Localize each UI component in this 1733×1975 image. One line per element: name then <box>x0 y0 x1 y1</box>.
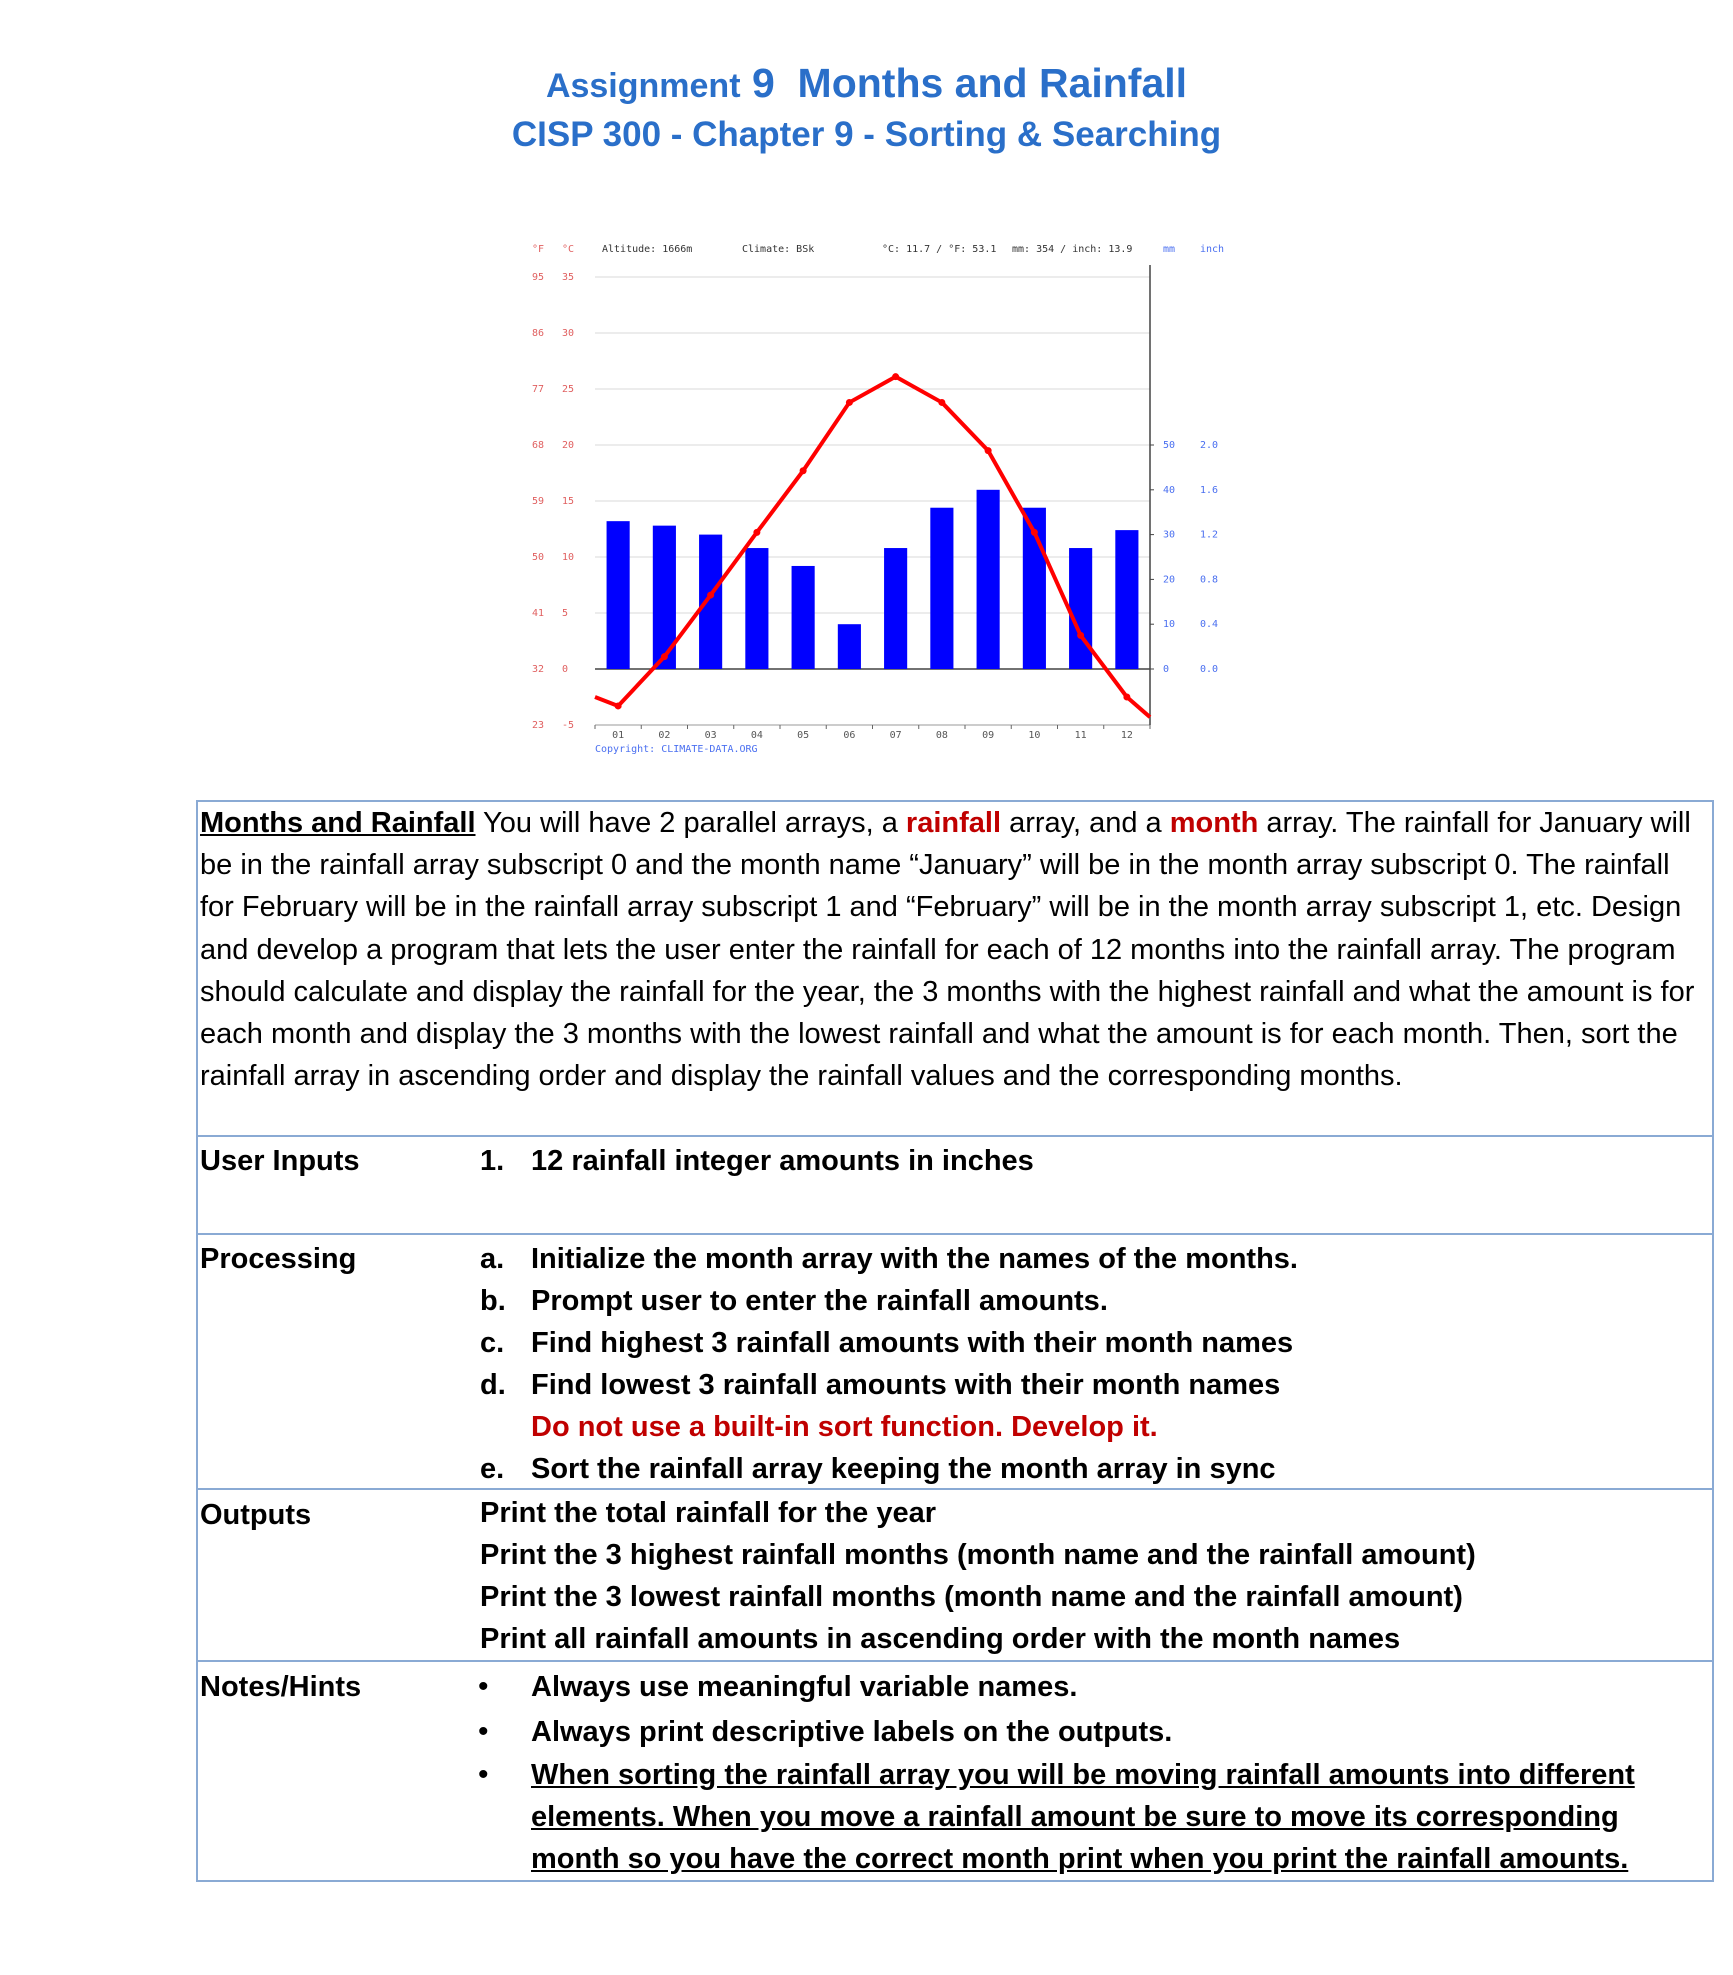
assignment-word: Assignment <box>545 67 741 105</box>
fahrenheit-tick-label: 68 <box>532 440 545 451</box>
precip-bar <box>930 508 953 669</box>
processing-item: Prompt user to enter the rainfall amounts. <box>531 1285 1108 1317</box>
chart-labels <box>532 244 1224 755</box>
keyword-rainfall: rainfall <box>905 807 1002 839</box>
temperature-line <box>595 373 1150 717</box>
note-underlined-line: month so you have the correct month print when you print the rainfall amounts. <box>531 1843 1629 1875</box>
user-inputs-marker: 1. <box>480 1145 505 1177</box>
precip-bar <box>884 548 907 669</box>
climate-label: Climate: BSk <box>742 244 815 255</box>
precip-bar <box>607 521 630 669</box>
assignment-number: 9 <box>751 60 775 106</box>
row-divider <box>196 1660 1714 1662</box>
no-builtin-sort-warning: Do not use a built-in sort function. Develop it. <box>531 1411 1158 1443</box>
description-text: You will have 2 parallel arrays, a <box>475 807 906 839</box>
outputs-label: Outputs <box>200 1499 312 1531</box>
month-tick-label: 02 <box>658 730 671 741</box>
list-marker: d. <box>480 1369 506 1401</box>
temperature-point <box>800 467 807 474</box>
precip-bar <box>1115 530 1138 669</box>
inch-unit-label: inch <box>1200 244 1225 255</box>
temperature-point <box>985 447 992 454</box>
precipitation-bars <box>607 490 1139 669</box>
temperature-point <box>846 399 853 406</box>
processing-item: Sort the rainfall array keeping the month array in sync <box>531 1453 1276 1485</box>
month-tick-label: 09 <box>982 730 995 741</box>
month-tick-label: 12 <box>1120 730 1133 741</box>
assignment-name: Months and Rainfall <box>797 60 1188 106</box>
temperature-point <box>615 702 622 709</box>
assignment-title <box>0 60 1733 107</box>
precip-bar <box>792 566 815 669</box>
output-line: Print all rainfall amounts in ascending order with the month names <box>480 1623 1401 1655</box>
inch-tick-label: 2.0 <box>1200 440 1219 451</box>
row-divider <box>196 1135 1714 1137</box>
mm-unit-label: mm <box>1163 244 1176 255</box>
celsius-tick-label: 20 <box>562 440 575 451</box>
celsius-tick-label: 30 <box>562 328 575 339</box>
processing-item: Initialize the month array with the names of the months. <box>531 1243 1298 1275</box>
temperature-point <box>938 399 945 406</box>
precip-total-label: mm: 354 / inch: 13.9 <box>1012 244 1133 255</box>
precip-bar <box>745 548 768 669</box>
climate-chart <box>520 235 1240 760</box>
celsius-tick-label: 5 <box>562 608 569 619</box>
average-temp-label: °C: 11.7 / °F: 53.1 <box>882 244 997 255</box>
celsius-unit-label: °C <box>562 244 575 255</box>
temperature-point <box>753 529 760 536</box>
fahrenheit-tick-label: 32 <box>532 664 545 675</box>
note-underlined-line: elements. When you move a rainfall amount be sure to move its corresponding <box>531 1801 1619 1833</box>
description-text: array, and a <box>1001 807 1170 839</box>
mm-tick-label: 30 <box>1163 529 1176 541</box>
notes-label: Notes/Hints <box>200 1671 362 1703</box>
user-inputs-label: User Inputs <box>200 1145 360 1177</box>
description-text: array. The rainfall for January will be in the rainfall array subscript 0 and the month name “January” will be in the month array subscript 0. The rainfall for February will be in the rainfall array subscript 1 and “February” will be in the month array subscript 1, etc. Design and develop a program that lets the user enter the rainfall for each of 12 months into the rainfall array. The program should calculate and display the rainfall for the year, the 3 months with the highest rainfall and what the amount is for each month and display the 3 months with the lowest rainfall and what the amount is for each month. Then, sort the rainfall array in ascending order and display the rainfall values and the corresponding months. <box>200 807 1695 1093</box>
celsius-tick-label: 0 <box>562 664 569 675</box>
inch-tick-label: 1.6 <box>1200 484 1219 496</box>
precip-bar <box>838 624 861 669</box>
temperature-point <box>1123 694 1130 701</box>
month-tick-label: 06 <box>843 730 856 741</box>
temperature-point <box>1031 529 1038 536</box>
list-marker: a. <box>480 1243 505 1275</box>
month-tick-label: 04 <box>750 730 763 741</box>
mm-tick-label: 40 <box>1163 484 1176 496</box>
list-marker: e. <box>480 1453 505 1485</box>
bullet-icon: • <box>478 1758 489 1791</box>
output-line: Print the 3 highest rainfall months (month name and the rainfall amount) <box>480 1539 1476 1571</box>
note-item: Always use meaningful variable names. <box>531 1671 1078 1703</box>
temperature-point <box>892 373 899 380</box>
fahrenheit-unit-label: °F <box>532 244 545 255</box>
course-line: CISP 300 - Chapter 9 - Sorting & Searching <box>511 115 1222 154</box>
celsius-tick-label: 35 <box>562 272 575 283</box>
keyword-month: month <box>1169 807 1259 839</box>
inch-tick-label: 0.8 <box>1200 574 1219 586</box>
inch-tick-label: 0.4 <box>1200 619 1219 631</box>
altitude-label: Altitude: 1666m <box>602 244 693 255</box>
mm-tick-label: 0 <box>1163 664 1170 675</box>
copyright-label: Copyright: CLIMATE-DATA.ORG <box>595 744 758 755</box>
user-inputs-text: 12 rainfall integer amounts in inches <box>531 1145 1034 1177</box>
celsius-tick-label: 10 <box>562 552 575 563</box>
processing-label: Processing <box>200 1243 357 1275</box>
fahrenheit-tick-label: 86 <box>532 328 545 339</box>
temperature-point <box>661 653 668 660</box>
temperature-point <box>1077 632 1084 639</box>
note-item: Always print descriptive labels on the outputs. <box>531 1716 1173 1748</box>
fahrenheit-tick-label: 95 <box>532 272 545 283</box>
month-tick-label: 10 <box>1028 730 1041 741</box>
inch-tick-label: 0.0 <box>1200 664 1219 675</box>
precip-bar <box>977 490 1000 669</box>
celsius-tick-label: -5 <box>562 720 575 731</box>
description-heading: Months and Rainfall <box>200 807 476 839</box>
celsius-tick-label: 15 <box>562 496 575 507</box>
note-underlined-line: When sorting the rainfall array you will be moving rainfall amounts into different <box>531 1759 1635 1791</box>
fahrenheit-tick-label: 41 <box>532 608 545 619</box>
month-tick-label: 08 <box>935 730 948 741</box>
mm-tick-label: 50 <box>1163 440 1176 451</box>
output-line: Print the 3 lowest rainfall months (month name and the rainfall amount) <box>480 1581 1463 1613</box>
mm-tick-label: 10 <box>1163 619 1176 631</box>
temperature-series-line <box>595 377 1150 717</box>
fahrenheit-tick-label: 23 <box>532 720 545 731</box>
precip-bar <box>699 535 722 669</box>
month-tick-label: 07 <box>889 730 902 741</box>
month-tick-label: 05 <box>797 730 810 741</box>
fahrenheit-tick-label: 77 <box>532 384 545 395</box>
month-tick-label: 11 <box>1074 730 1087 741</box>
fahrenheit-tick-label: 50 <box>532 552 545 563</box>
bullet-icon: • <box>478 1670 489 1703</box>
temperature-point <box>707 592 714 599</box>
processing-item: Find highest 3 rainfall amounts with their month names <box>531 1327 1294 1359</box>
mm-tick-label: 20 <box>1163 574 1176 586</box>
precip-bar <box>1069 548 1092 669</box>
description-paragraph <box>200 802 1710 1097</box>
bullet-icon: • <box>478 1715 489 1748</box>
month-tick-label: 03 <box>704 730 717 741</box>
output-line: Print the total rainfall for the year <box>480 1497 937 1529</box>
list-marker: c. <box>480 1327 505 1359</box>
list-marker: b. <box>480 1285 506 1317</box>
celsius-tick-label: 25 <box>562 384 575 395</box>
month-tick-label: 01 <box>612 730 625 741</box>
inch-tick-label: 1.2 <box>1200 529 1219 541</box>
fahrenheit-tick-label: 59 <box>532 496 545 507</box>
row-divider <box>196 1233 1714 1235</box>
processing-item: Find lowest 3 rainfall amounts with their month names <box>531 1369 1281 1401</box>
